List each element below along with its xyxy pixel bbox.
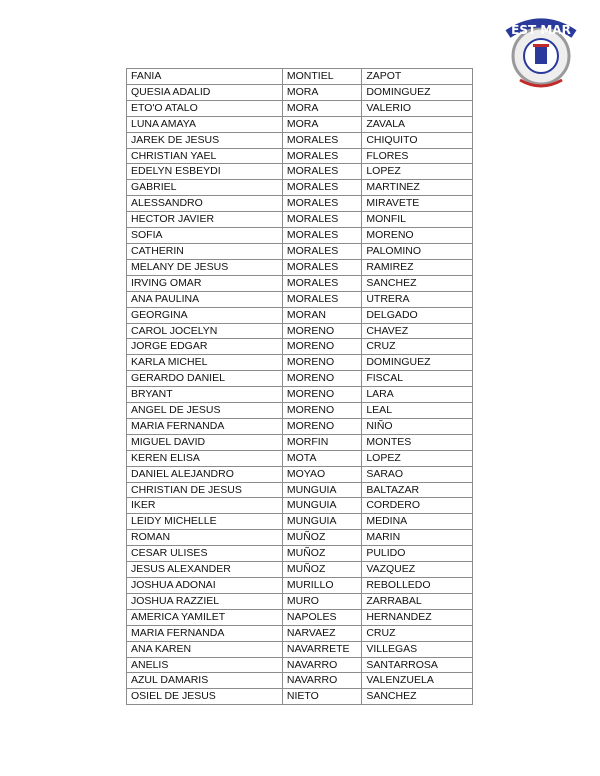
maternal-surname-cell: MONFIL <box>362 212 473 228</box>
maternal-surname-cell: VILLEGAS <box>362 641 473 657</box>
first-name-cell: JOSHUA ADONAI <box>127 578 283 594</box>
maternal-surname-cell: FISCAL <box>362 371 473 387</box>
maternal-surname-cell: CRUZ <box>362 339 473 355</box>
maternal-surname-cell: SARAO <box>362 466 473 482</box>
table-row <box>127 323 473 339</box>
table-row <box>127 196 473 212</box>
first-name-cell: ANGEL DE JESUS <box>127 403 283 419</box>
maternal-surname-cell: RAMIREZ <box>362 259 473 275</box>
paternal-surname-cell: NAVARRO <box>282 657 361 673</box>
maternal-surname-cell: SANCHEZ <box>362 689 473 705</box>
paternal-surname-cell: MUÑOZ <box>282 530 361 546</box>
first-name-cell: OSIEL DE JESUS <box>127 689 283 705</box>
table-row <box>127 482 473 498</box>
first-name-cell: JOSHUA RAZZIEL <box>127 593 283 609</box>
school-logo <box>500 14 582 90</box>
paternal-surname-cell: MORENO <box>282 371 361 387</box>
maternal-surname-cell: VALERIO <box>362 100 473 116</box>
paternal-surname-cell: MORALES <box>282 148 361 164</box>
first-name-cell: DANIEL ALEJANDRO <box>127 466 283 482</box>
first-name-cell: SOFIA <box>127 228 283 244</box>
table-row <box>127 180 473 196</box>
paternal-surname-cell: MORALES <box>282 212 361 228</box>
maternal-surname-cell: DELGADO <box>362 307 473 323</box>
maternal-surname-cell: MONTES <box>362 434 473 450</box>
maternal-surname-cell: CHAVEZ <box>362 323 473 339</box>
table-row <box>127 418 473 434</box>
first-name-cell: CESAR ULISES <box>127 546 283 562</box>
paternal-surname-cell: MUÑOZ <box>282 546 361 562</box>
table-row <box>127 434 473 450</box>
paternal-surname-cell: MUNGUIA <box>282 498 361 514</box>
table-row <box>127 148 473 164</box>
maternal-surname-cell: MARTINEZ <box>362 180 473 196</box>
paternal-surname-cell: MORALES <box>282 164 361 180</box>
first-name-cell: CHRISTIAN YAEL <box>127 148 283 164</box>
maternal-surname-cell: PALOMINO <box>362 243 473 259</box>
paternal-surname-cell: MORENO <box>282 339 361 355</box>
maternal-surname-cell: CHIQUITO <box>362 132 473 148</box>
first-name-cell: GEORGINA <box>127 307 283 323</box>
maternal-surname-cell: REBOLLEDO <box>362 578 473 594</box>
maternal-surname-cell: CRUZ <box>362 625 473 641</box>
table-row <box>127 673 473 689</box>
first-name-cell: IRVING OMAR <box>127 275 283 291</box>
first-name-cell: JAREK DE JESUS <box>127 132 283 148</box>
paternal-surname-cell: MURO <box>282 593 361 609</box>
paternal-surname-cell: MORENO <box>282 387 361 403</box>
table-row <box>127 116 473 132</box>
first-name-cell: JESUS ALEXANDER <box>127 562 283 578</box>
table-row <box>127 609 473 625</box>
maternal-surname-cell: LARA <box>362 387 473 403</box>
paternal-surname-cell: MORENO <box>282 355 361 371</box>
table-row <box>127 259 473 275</box>
table-row <box>127 228 473 244</box>
first-name-cell: LUNA AMAYA <box>127 116 283 132</box>
table-row <box>127 641 473 657</box>
first-name-cell: CAROL JOCELYN <box>127 323 283 339</box>
table-row <box>127 84 473 100</box>
paternal-surname-cell: MORA <box>282 100 361 116</box>
maternal-surname-cell: DOMINGUEZ <box>362 355 473 371</box>
maternal-surname-cell: HERNANDEZ <box>362 609 473 625</box>
paternal-surname-cell: MORALES <box>282 196 361 212</box>
first-name-cell: ANELIS <box>127 657 283 673</box>
paternal-surname-cell: MORAN <box>282 307 361 323</box>
first-name-cell: AZUL DAMARIS <box>127 673 283 689</box>
table-row <box>127 371 473 387</box>
paternal-surname-cell: MORENO <box>282 403 361 419</box>
table-row <box>127 514 473 530</box>
table-row <box>127 530 473 546</box>
first-name-cell: JORGE EDGAR <box>127 339 283 355</box>
first-name-cell: CHRISTIAN DE JESUS <box>127 482 283 498</box>
first-name-cell: MIGUEL DAVID <box>127 434 283 450</box>
table-row <box>127 546 473 562</box>
first-name-cell: CATHERIN <box>127 243 283 259</box>
maternal-surname-cell: BALTAZAR <box>362 482 473 498</box>
first-name-cell: AMERICA YAMILET <box>127 609 283 625</box>
first-name-cell: HECTOR JAVIER <box>127 212 283 228</box>
first-name-cell: MARIA FERNANDA <box>127 418 283 434</box>
maternal-surname-cell: SANCHEZ <box>362 275 473 291</box>
table-row <box>127 466 473 482</box>
table-row <box>127 355 473 371</box>
maternal-surname-cell: PULIDO <box>362 546 473 562</box>
maternal-surname-cell: ZARRABAL <box>362 593 473 609</box>
table-row <box>127 132 473 148</box>
table-row <box>127 275 473 291</box>
paternal-surname-cell: MORENO <box>282 323 361 339</box>
paternal-surname-cell: MORALES <box>282 243 361 259</box>
first-name-cell: MARIA FERNANDA <box>127 625 283 641</box>
table-row <box>127 403 473 419</box>
first-name-cell: ANA KAREN <box>127 641 283 657</box>
maternal-surname-cell: MARIN <box>362 530 473 546</box>
table-row <box>127 562 473 578</box>
paternal-surname-cell: MORFIN <box>282 434 361 450</box>
paternal-surname-cell: MUNGUIA <box>282 482 361 498</box>
paternal-surname-cell: MUÑOZ <box>282 562 361 578</box>
paternal-surname-cell: MORALES <box>282 180 361 196</box>
table-row <box>127 593 473 609</box>
maternal-surname-cell: MORENO <box>362 228 473 244</box>
maternal-surname-cell: UTRERA <box>362 291 473 307</box>
table-row <box>127 387 473 403</box>
maternal-surname-cell: LOPEZ <box>362 164 473 180</box>
paternal-surname-cell: MOTA <box>282 450 361 466</box>
paternal-surname-cell: NIETO <box>282 689 361 705</box>
student-names-table <box>126 68 473 705</box>
maternal-surname-cell: FLORES <box>362 148 473 164</box>
table-row <box>127 578 473 594</box>
first-name-cell: LEIDY MICHELLE <box>127 514 283 530</box>
paternal-surname-cell: NAVARRO <box>282 673 361 689</box>
logo-text: EST MAR <box>511 23 571 37</box>
paternal-surname-cell: MONTIEL <box>282 69 361 85</box>
first-name-cell: KARLA MICHEL <box>127 355 283 371</box>
table-row <box>127 498 473 514</box>
maternal-surname-cell: LEAL <box>362 403 473 419</box>
table-row <box>127 339 473 355</box>
first-name-cell: FANIA <box>127 69 283 85</box>
first-name-cell: KEREN ELISA <box>127 450 283 466</box>
paternal-surname-cell: MORA <box>282 116 361 132</box>
table-row <box>127 657 473 673</box>
paternal-surname-cell: MUNGUIA <box>282 514 361 530</box>
table-row <box>127 69 473 85</box>
first-name-cell: ALESSANDRO <box>127 196 283 212</box>
paternal-surname-cell: MORALES <box>282 291 361 307</box>
paternal-surname-cell: MORALES <box>282 275 361 291</box>
first-name-cell: ROMAN <box>127 530 283 546</box>
first-name-cell: GABRIEL <box>127 180 283 196</box>
first-name-cell: ANA PAULINA <box>127 291 283 307</box>
paternal-surname-cell: NAPOLES <box>282 609 361 625</box>
maternal-surname-cell: MEDINA <box>362 514 473 530</box>
table-row <box>127 100 473 116</box>
maternal-surname-cell: SANTARROSA <box>362 657 473 673</box>
first-name-cell: GERARDO DANIEL <box>127 371 283 387</box>
first-name-cell: IKER <box>127 498 283 514</box>
maternal-surname-cell: MIRAVETE <box>362 196 473 212</box>
table-row <box>127 307 473 323</box>
table-row <box>127 625 473 641</box>
maternal-surname-cell: ZAVALA <box>362 116 473 132</box>
maternal-surname-cell: DOMINGUEZ <box>362 84 473 100</box>
paternal-surname-cell: NAVARRETE <box>282 641 361 657</box>
table-row <box>127 164 473 180</box>
maternal-surname-cell: VAZQUEZ <box>362 562 473 578</box>
maternal-surname-cell: ZAPOT <box>362 69 473 85</box>
maternal-surname-cell: NIÑO <box>362 418 473 434</box>
paternal-surname-cell: MORALES <box>282 228 361 244</box>
first-name-cell: ETO'O ATALO <box>127 100 283 116</box>
first-name-cell: MELANY DE JESUS <box>127 259 283 275</box>
maternal-surname-cell: LOPEZ <box>362 450 473 466</box>
paternal-surname-cell: MORALES <box>282 132 361 148</box>
paternal-surname-cell: MOYAO <box>282 466 361 482</box>
first-name-cell: EDELYN ESBEYDI <box>127 164 283 180</box>
table-row <box>127 450 473 466</box>
paternal-surname-cell: NARVAEZ <box>282 625 361 641</box>
paternal-surname-cell: MURILLO <box>282 578 361 594</box>
table-row <box>127 689 473 705</box>
maternal-surname-cell: CORDERO <box>362 498 473 514</box>
maternal-surname-cell: VALENZUELA <box>362 673 473 689</box>
table-row <box>127 291 473 307</box>
paternal-surname-cell: MORENO <box>282 418 361 434</box>
table-row <box>127 212 473 228</box>
paternal-surname-cell: MORALES <box>282 259 361 275</box>
first-name-cell: QUESIA ADALID <box>127 84 283 100</box>
table-row <box>127 243 473 259</box>
first-name-cell: BRYANT <box>127 387 283 403</box>
paternal-surname-cell: MORA <box>282 84 361 100</box>
